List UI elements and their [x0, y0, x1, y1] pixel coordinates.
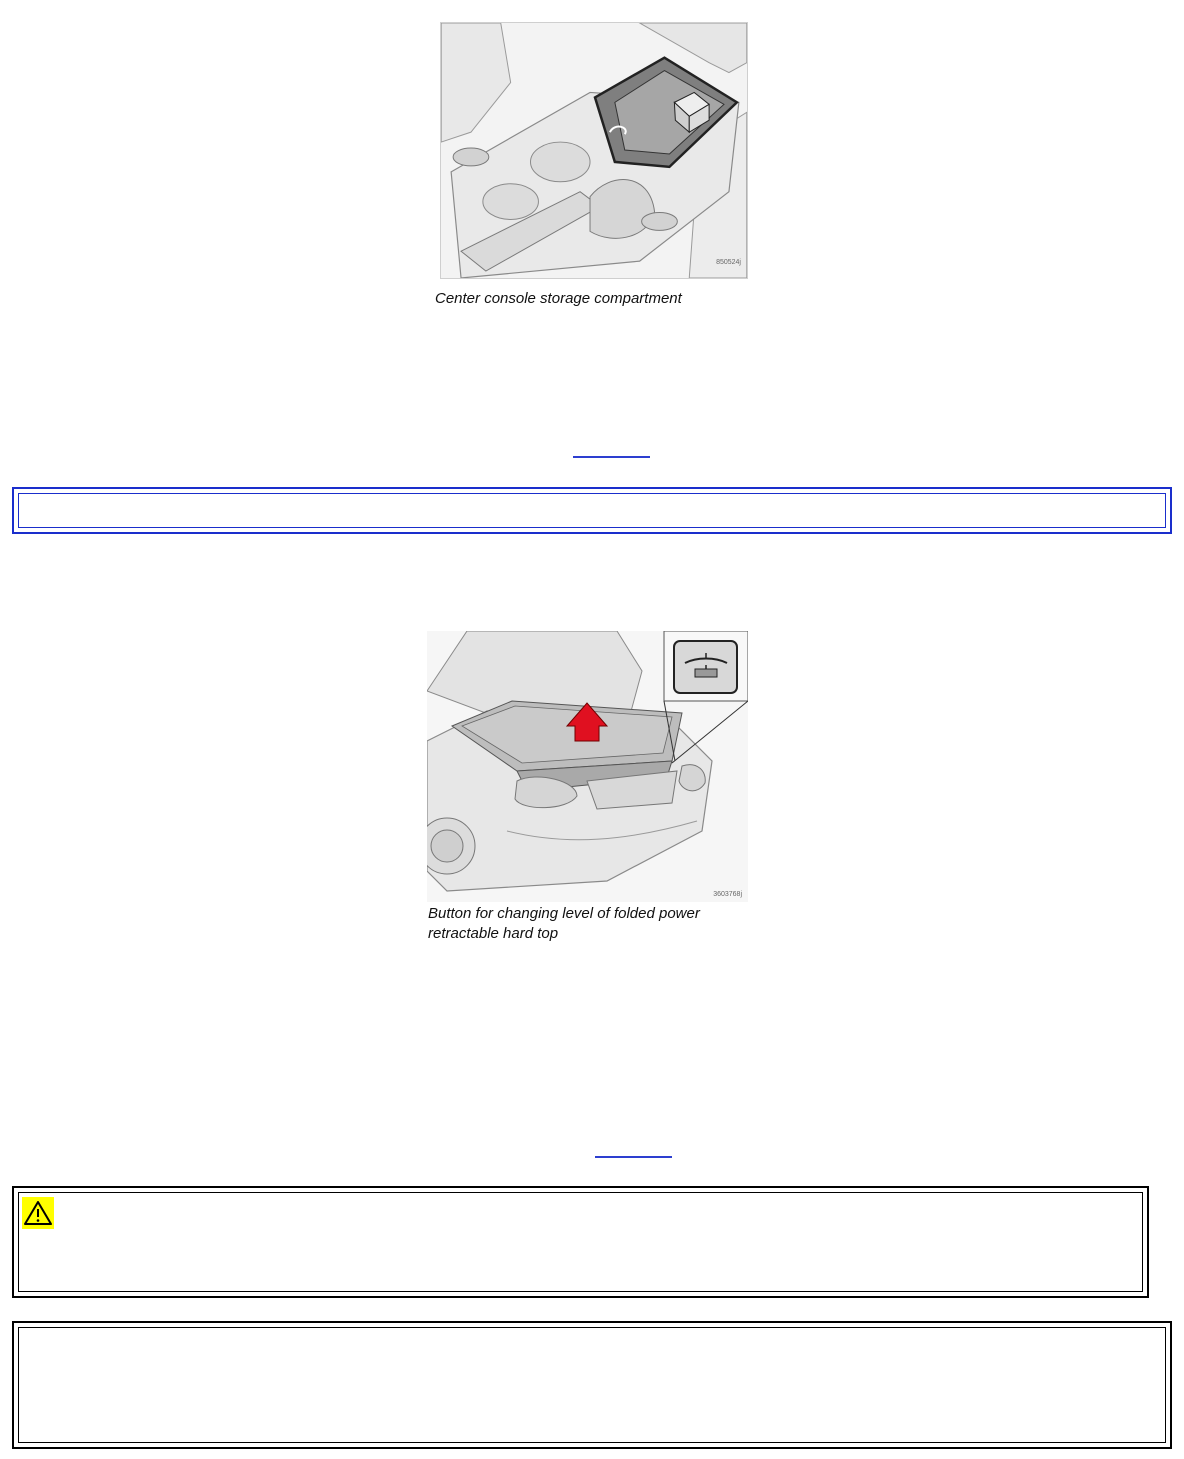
top-link[interactable] [573, 456, 650, 458]
warning-triangle-icon [22, 1197, 54, 1229]
figure-caption-line-1: Button for changing level of folded power [428, 905, 700, 922]
note-box-bottom [12, 1321, 1172, 1449]
warning-box-inner [18, 1192, 1143, 1292]
center-console-drawing [441, 23, 747, 278]
note-box [12, 487, 1172, 534]
trunk-illustration [427, 631, 748, 902]
image-code: 850524j [716, 259, 741, 266]
figure-caption: Center console storage compartment [435, 290, 682, 307]
warning-box [12, 1186, 1149, 1298]
image-code: 3603768j [713, 891, 742, 898]
bottom-link[interactable] [595, 1156, 672, 1158]
note-box-bottom-inner [18, 1327, 1166, 1443]
figure-caption-line-2: retractable hard top [428, 925, 559, 942]
center-console-illustration [440, 22, 748, 279]
note-box-inner [18, 493, 1166, 528]
trunk-drawing [427, 631, 748, 902]
